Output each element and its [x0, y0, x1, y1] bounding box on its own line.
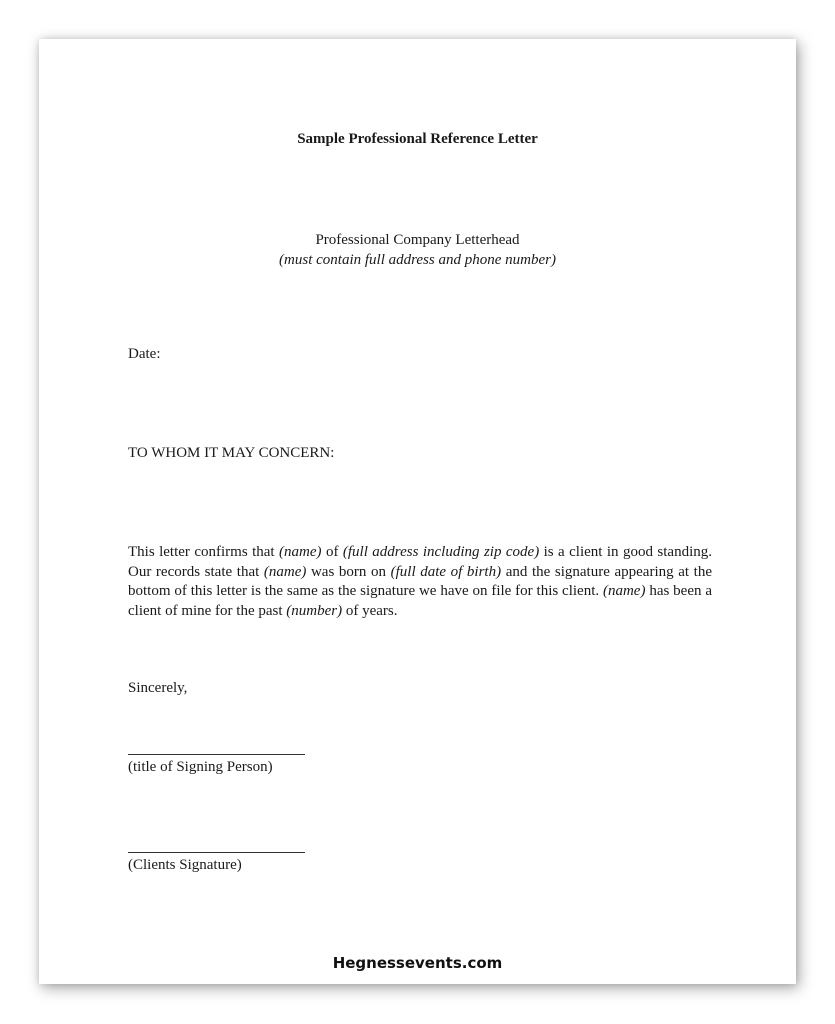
placeholder-name: (name): [263, 563, 307, 580]
letterhead-label: Professional Company Letterhead: [315, 232, 520, 248]
closing: Sincerely,: [128, 680, 188, 696]
signature-caption-client: (Clients Signature): [128, 857, 242, 873]
placeholder-date-of-birth: (full date of birth): [390, 563, 502, 580]
placeholder-name: (name): [602, 583, 646, 599]
date-label: Date:: [128, 346, 161, 362]
body-text: of: [321, 544, 343, 560]
body-text: was born on: [306, 563, 391, 580]
body-paragraph: [128, 543, 712, 621]
body-text: has been a client of mine for the past: [128, 583, 712, 619]
placeholder-name: (name): [279, 544, 322, 560]
document-title: Sample Professional Reference Letter: [297, 131, 538, 147]
signature-line-1: [128, 754, 305, 755]
salutation: TO WHOM IT MAY CONCERN:: [128, 445, 335, 461]
body-text: This letter confirms that: [128, 544, 280, 560]
placeholder-address: (full address including zip code): [342, 544, 540, 560]
signature-line-2: [128, 852, 305, 853]
document-page: [39, 39, 796, 984]
body-text: and the signature appearing at the bottom of this letter is the same as the signature we have on file for this client.: [128, 563, 712, 599]
signature-caption-title: (title of Signing Person): [128, 759, 273, 775]
letterhead-block: [39, 230, 796, 270]
placeholder-number: (number): [286, 602, 343, 619]
letterhead-note: (must contain full address and phone number): [279, 252, 556, 268]
watermark: Hegnessevents.com: [332, 954, 503, 972]
body-text: of years.: [342, 602, 398, 619]
body-text: is a client in good standing. Our records state that: [128, 544, 712, 580]
